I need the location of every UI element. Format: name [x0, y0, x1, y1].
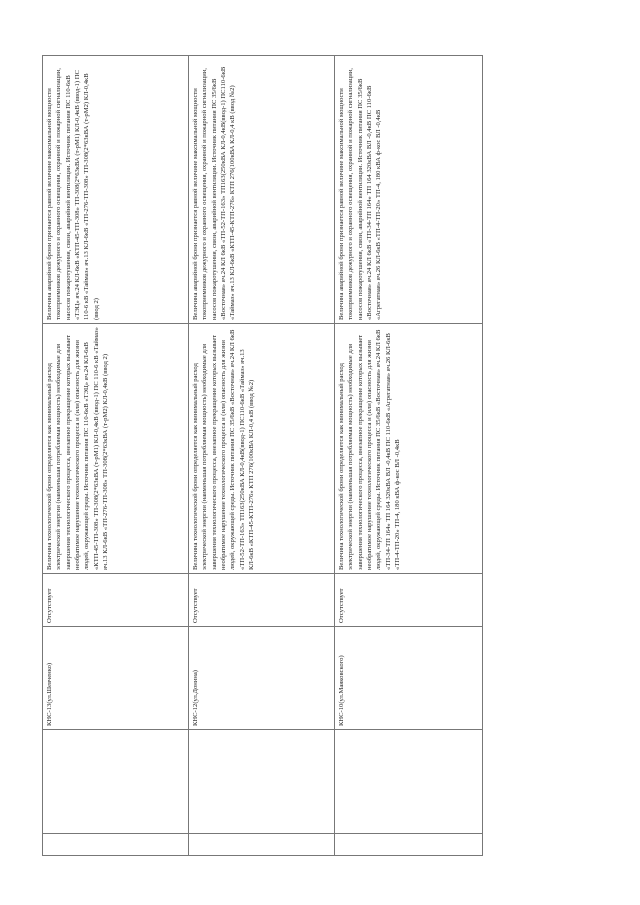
status-cell: Отсутствует	[335, 574, 483, 627]
station-name: КНС-12(ул.Донина)	[189, 627, 335, 730]
table-row	[43, 56, 189, 856]
blank-cell	[189, 730, 335, 834]
reservation-table	[42, 55, 483, 856]
blank-cell	[335, 834, 483, 856]
status-cell: Отсутствует	[189, 574, 335, 627]
blank-cell	[43, 834, 189, 856]
blank-cell	[335, 730, 483, 834]
table-row	[189, 56, 335, 856]
emergency-reserve-text: Величина аварийной брони признается равной величине максимальной мощности токоприемников дежурного и охранного освещения, охранной и пожарной сигнализации, насосов пожаротушения, связи, аварийной вентиляции. Источник питания ПС 35/6кВ «Восточная» яч.24 КЛ 6кВ «ТП-52-ТП-163» ТП163(250кВА КЛ-0,4кВ(ввод-1) ПС110-6кВ «Таймаз» яч.13 КЛ-6кВ «КТП-45-КТП-276» КТП 276(100кВА КЛ-0,4 кВ (ввод №2)	[189, 56, 335, 324]
station-name: КНС-10(ул.Маяковского)	[335, 627, 483, 730]
station-name: КНС-13(ул.Шевченко)	[43, 627, 189, 730]
tech-reserve-text: Величина технологической брони определяется как минимальный расход электрической энергии (наименьшая потребляемая мощность) необходимые для завершения технологического процесса, внезапное прекращение которых вызывает необратимое нарушение технологического процесса и (или) опасность для жизни людей, окружающей среды. Источник питания ПС 35/6кВ «Восточная» яч.24 КЛ 6кВ «ТП-34-ТП 164» ТП 164 320кВА ВЛ -0,4кВ ПС 110-6кВ «Агрегатная» яч.26 КЛ-6кВ «ТП-4-ТП-20» ТП-4, 180 кВА ф-кос ВЛ -0,4кВ	[335, 324, 483, 574]
blank-cell	[43, 730, 189, 834]
tech-reserve-text: Величина технологической брони определяется как минимальный расход электрической энергии (наименьшая потребляемая мощность) необходимые для завершения технологического процесса, внезапное прекращение которых вызывает необратимое нарушение технологического процесса и (или) опасность для жизни людей, окружающей среды. Источник питания ПС 110-6кВ «ТЭЦ» яч.24 КЛ-6кВ «КТП-45-ТП-308» ТП-308(2*63кВА (т-рМ1) КЛ-0,4кВ (ввод-1) ПС 110-6 кВ «Таймаз» яч.13 КЛ-6кВ «ТП-276-ТП-308» ТП-308(2*63кВА (т-рМ2) КЛ-0,4кВ (ввод 2)	[43, 324, 189, 574]
rotated-table-page	[42, 56, 482, 856]
blank-cell	[189, 834, 335, 856]
status-cell: Отсутствует	[43, 574, 189, 627]
tech-reserve-text: Величина технологической брони определяется как минимальный расход электрической энергии (наименьшая потребляемая мощность) необходимые для завершения технологического процесса, внезапное прекращение которых вызывает необратимое нарушение технологического процесса и (или) опасность для жизни людей, окружающей среды. Источник питания ПС 35/6кВ «Восточная» яч.24 КЛ 6кВ «ТП-52-ТП-163» ТП163(250кВА КЛ-0,4кВ(ввод-1) ПС110-6кВ «Таймаз» яч.13 КЛ-6кВ «КТП-45-КТП-276» КТП 276(100кВА КЛ-0,4 кВ (ввод №2)	[189, 324, 335, 574]
table-row	[335, 56, 483, 856]
emergency-reserve-text: Величина аварийной брони признается равной величине максимальной мощности токоприемников дежурного и охранного освещения, охранной и пожарной сигнализации, насосов пожаротушения, связи, аварийной вентиляции. Источник питания ПС 110-6кВ «ТЭЦ» яч.24 КЛ-6кВ «КТП-45-ТП-308» ТП-308(2*63кВА (т-рМ1) КЛ-0,4кВ (ввод-1) ПС 110-6 кВ «Таймаз» яч.13 КЛ-6кВ «ТП-276-ТП-308» ТП-308(2*63кВА (т-рМ2) КЛ-0,4кВ (ввод 2)	[43, 56, 189, 324]
emergency-reserve-text: Величина аварийной брони признается равной величине максимальной мощности токоприемников дежурного и охранного освещения, охранной и пожарной сигнализации, насосов пожаротушения, связи, аварийной вентиляции. Источник питания ПС 35/6кВ «Восточная» яч.24 КЛ 6кВ «ТП-34-ТП 164» ТП 164 320кВА ВЛ -0,4кВ ПС 110-6кВ «Агрегатная» яч.26 КЛ-6кВ «ТП-4-ТП-20» ТП-4, 180 кВА ф-кос ВЛ -0,4кВ	[335, 56, 483, 324]
